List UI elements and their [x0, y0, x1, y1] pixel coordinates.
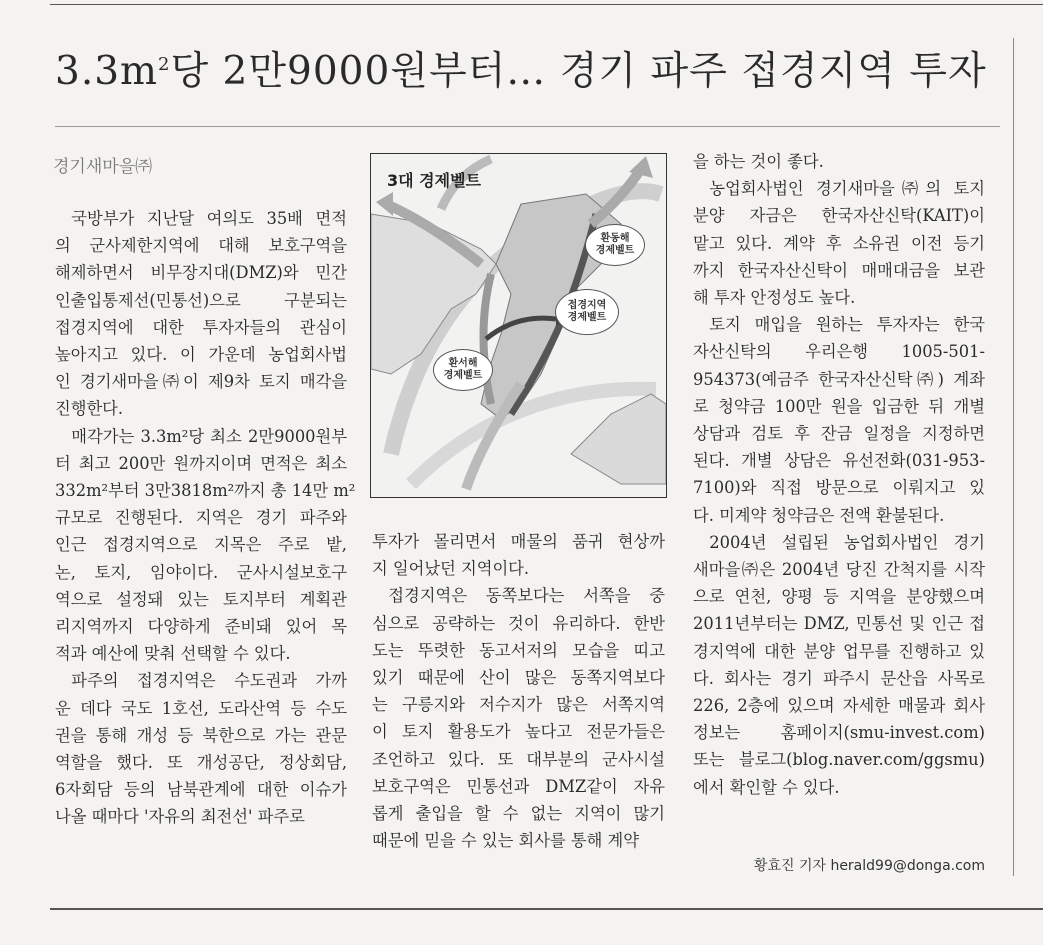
- article-column-3: [693, 148, 985, 801]
- map-label-west: 환서해 경제벨트: [433, 349, 493, 391]
- headline-rule: [55, 126, 1000, 127]
- map-label-border: 접경지역 경제벨트: [555, 289, 619, 335]
- text-line: 접경지역에 대한 투자자들의 관심이: [55, 317, 347, 337]
- text-line: 는 구릉지와 저수지가 많은 서쪽지역: [372, 695, 665, 715]
- text-line: 또는 블로그(blog.naver.com/ggsmu): [693, 750, 985, 770]
- text-line: 조언하고 있다. 또 대부분의 군사시설: [372, 749, 665, 769]
- bottom-rule: [50, 908, 1043, 910]
- text-line: 인근 접경지역으로 지목은 주로 밭,: [55, 535, 347, 555]
- text-line: 해 투자 안정성도 높다.: [693, 288, 856, 308]
- top-rule: [50, 4, 1043, 5]
- text-line: 농업회사법인 경기새마을㈜의 토지: [709, 179, 985, 199]
- headline-rest: 당 2만9000원부터… 경기 파주 접경지역 투자: [170, 49, 987, 94]
- text-line: 권을 통해 개성 등 북한으로 가는 관문: [55, 725, 347, 745]
- text-line: 2004년 설립된 농업회사법인 경기: [709, 532, 985, 552]
- text-line: 파주의 접경지역은 수도권과 가까: [71, 671, 347, 691]
- paragraph: [372, 528, 665, 582]
- text-line: 접경지역은 동쪽보다는 서쪽을 중: [388, 586, 665, 606]
- text-line: 된다. 개별 상담은 유선전화(031-953-: [693, 451, 985, 471]
- text-line: 지 일어났던 지역이다.: [372, 559, 530, 579]
- text-line: 적과 예산에 맞춰 선택할 수 있다.: [55, 644, 291, 664]
- text-line: 자산신탁의 우리은행 1005-501-: [693, 342, 985, 362]
- text-line: 에서 확인할 수 있다.: [693, 777, 840, 797]
- map-label-east: 환동해 경제벨트: [585, 224, 645, 266]
- column-divider: [1013, 38, 1014, 876]
- text-line: 규모로 진행된다. 지역은 경기 파주와: [55, 508, 347, 528]
- paragraph: [55, 667, 347, 830]
- headline: [55, 40, 1005, 96]
- map-title: 3대 경제벨트: [387, 171, 481, 190]
- text-line: 954373(예금주 한국자산신탁㈜) 계좌: [693, 369, 985, 389]
- headline-prefix: 3.3m: [55, 49, 159, 94]
- text-line: 역으로 설정돼 있는 토지부터 계획관: [55, 589, 347, 609]
- text-line: 해제하면서 비무장지대(DMZ)와 민간: [55, 263, 347, 283]
- paragraph: [693, 311, 985, 529]
- text-line: 인출입통제선(민통선)으로 구분되는: [55, 290, 347, 310]
- text-line: 높아지고 있다. 이 가운데 농업회사법: [55, 345, 347, 365]
- text-line: 심으로 공략하는 것이 유리하다. 한반: [372, 613, 665, 633]
- article-column-1: [55, 205, 356, 831]
- text-line: 역할을 했다. 또 개성공단, 정상회담,: [55, 753, 347, 773]
- text-line: 인 경기새마을㈜이 제9차 토지 매각을: [55, 372, 347, 392]
- text-line: 을 하는 것이 좋다.: [693, 152, 824, 171]
- text-line: 6자회담 등의 남북관계에 대한 이슈가: [55, 780, 347, 800]
- map-graphic: [371, 154, 666, 497]
- text-line: 맡고 있다. 계약 후 소유권 이전 등기: [693, 233, 985, 253]
- text-line: 7100)와 직접 방문으로 이뤄지고 있: [693, 478, 985, 498]
- paragraph: [693, 148, 985, 175]
- text-line: 나올 때마다 '자유의 최전선' 파주로: [55, 807, 305, 827]
- text-line: 보호구역은 민통선과 DMZ같이 자유: [372, 776, 665, 796]
- paragraph: [693, 175, 985, 311]
- text-line: 상담과 검토 후 잔금 일정을 지정하면: [693, 424, 985, 444]
- reporter-byline: 황효진 기자 herald99@donga.com: [753, 858, 985, 874]
- text-line: 2011년부터는 DMZ, 민통선 및 인근 접: [693, 614, 985, 634]
- text-line: 토지 매입을 원하는 투자자는 한국: [709, 315, 985, 335]
- text-line: 다. 미계약 청약금은 전액 환불된다.: [693, 505, 945, 525]
- text-line: 으로 연천, 양평 등 지역을 분양했으며: [693, 587, 985, 607]
- text-line: 매각가는 3.3m²당 최소 2만9000원부: [71, 426, 347, 446]
- headline-superscript: 2: [158, 54, 171, 75]
- economic-belt-map: [370, 153, 667, 498]
- text-line: 때문에 믿을 수 있는 회사를 통해 계약: [372, 831, 639, 851]
- text-line: 진행한다.: [55, 399, 124, 419]
- text-line: 새마을㈜은 2004년 당진 간척지를 시작: [693, 560, 985, 580]
- text-line: 분양 자금은 한국자산신탁(KAIT)이: [693, 206, 985, 226]
- text-line: 다. 회사는 경기 파주시 문산읍 사목로: [693, 668, 985, 688]
- text-line: 있기 때문에 산이 많은 동쪽지역보다: [372, 668, 665, 688]
- text-line: 롭게 출입을 할 수 없는 지역이 많기: [372, 804, 665, 824]
- text-line: 정보는 홈페이지(smu-invest.com): [693, 723, 985, 743]
- text-line: 국방부가 지난달 여의도 35배 면적: [71, 209, 347, 228]
- text-line: 226, 2층에 있으며 자세한 매물과 회사: [693, 696, 985, 716]
- text-line: 리지역까지 다양하게 준비돼 있어 목: [55, 617, 347, 637]
- text-line: 도는 뚜렷한 동고서저의 모습을 띠고: [372, 640, 665, 660]
- text-line: 운 데다 국도 1호선, 도라산역 등 수도: [55, 698, 347, 718]
- paragraph: [55, 423, 356, 668]
- text-line: 투자가 몰리면서 매물의 품귀 현상까: [372, 532, 665, 551]
- article-column-2: [372, 528, 665, 854]
- text-line: 332m²부터 3만3818m²까지 총 14만 m²: [55, 481, 356, 501]
- text-line: 터 최고 200만 원까지이며 면적은 최소: [55, 453, 347, 473]
- text-line: 의 군사제한지역에 대해 보호구역을: [55, 236, 347, 256]
- text-line: 논, 토지, 임야이다. 군사시설보호구: [55, 562, 347, 582]
- text-line: 경지역에 대한 분양 업무를 진행하고 있: [693, 641, 985, 661]
- company-byline: 경기새마을㈜: [53, 157, 153, 177]
- text-line: 까지 한국자산신탁이 매매대금을 보관: [693, 260, 985, 280]
- paragraph: [55, 205, 347, 423]
- text-line: 이 토지 활용도가 높다고 전문가들은: [372, 722, 665, 742]
- text-line: 로 청약금 100만 원을 입금한 뒤 개별: [693, 396, 985, 416]
- paragraph: [372, 582, 665, 854]
- paragraph: [693, 529, 985, 801]
